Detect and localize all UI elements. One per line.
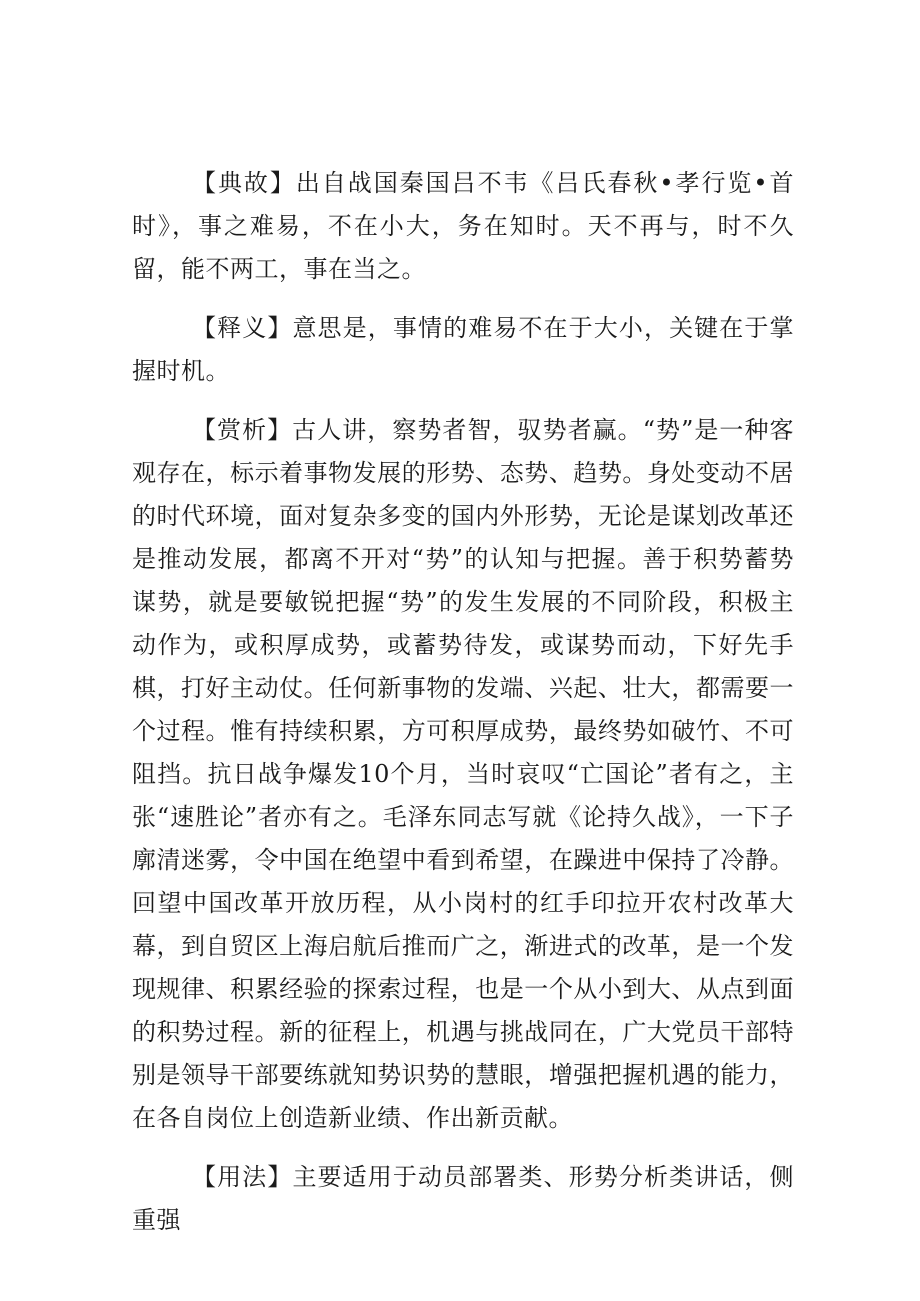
meaning-tag: 【释义】: [192, 314, 293, 342]
usage-tag: 【用法】: [192, 1163, 293, 1191]
usage-text: 主要适用于动员部署类、形势分析类讲话，侧重强: [132, 1163, 795, 1234]
paragraph-meaning: [132, 307, 794, 393]
paragraph-allusion: [132, 162, 794, 291]
document-body: [132, 162, 794, 1258]
appreciation-text: 古人讲，察势者智，驭势者赢。“势”是一种客观存在，标示着事物发展的形势、态势、趋势。身处变动不居的时代环境，面对复杂多变的国内外形势，无论是谋划改革还是推动发展，都离不开对“势”的认知与把握。善于积势蓄势谋势，就是要敏锐把握“势”的发生发展的不同阶段，积极主动作为，或积厚成势，或蓄势待发，或谋势而动，下好先手棋，打好主动仗。任何新事物的发端、兴起、壮大，都需要一个过程。惟有持续积累，方可积厚成势，最终势如破竹、不可阻挡。抗日战争爆发10个月，当时哀叹“亡国论”者有之，主张“速胜论”者亦有之。毛泽东同志写就《论持久战》，一下子廓清迷雾，令中国在绝望中看到希望，在躁进中保持了冷静。回望中国改革开放历程，从小岗村的红手印拉开农村改革大幕，到自贸区上海启航后推而广之，渐进式的改革，是一个发现规律、积累经验的探索过程，也是一个从小到大、从点到面的积势过程。新的征程上，机遇与挑战同在，广大党员干部特别是领导干部要练就知势识势的慧眼，增强把握机遇的能力，在各自岗位上创造新业绩、作出新贡献。: [132, 416, 795, 1132]
meaning-text: 意思是，事情的难易不在于大小，关键在于掌握时机。: [132, 314, 795, 385]
allusion-tag: 【典故】: [192, 169, 296, 197]
allusion-text: 出自战国秦国吕不韦《吕氏春秋•孝行览•首时》，事之难易，不在小大，务在知时。天不再与，时不久留，能不两工，事在当之。: [132, 169, 794, 283]
paragraph-appreciation: [132, 409, 794, 1140]
paragraph-usage: [132, 1156, 794, 1242]
appreciation-tag: 【赏析】: [192, 416, 293, 444]
